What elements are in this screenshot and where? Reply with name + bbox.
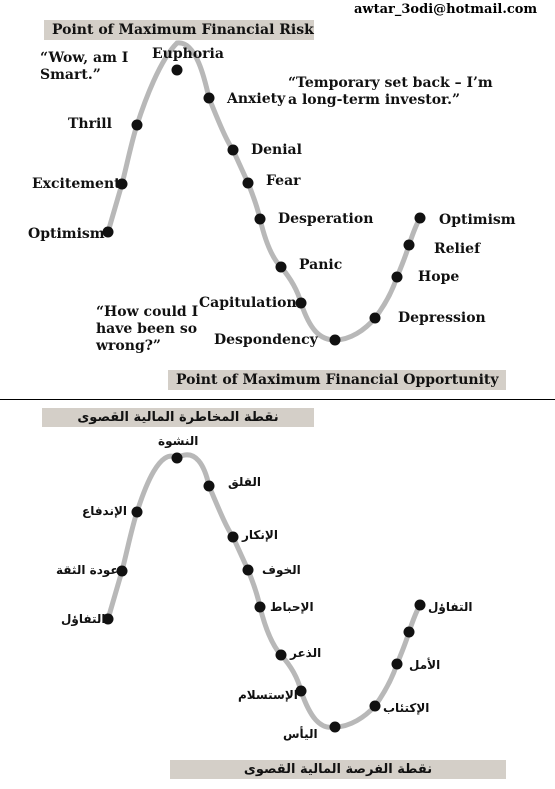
dot-ar-frustration [255, 602, 266, 613]
section-divider [0, 399, 555, 400]
dot-ar-despair [330, 722, 341, 733]
label-depression: Depression [398, 310, 486, 326]
ar-label-optimism-end: التفاؤل [428, 600, 473, 614]
dot-ar-euphoria [172, 453, 183, 464]
label-denial: Denial [251, 142, 302, 158]
dot-ar-anxiety [204, 481, 215, 492]
dot-optimism-end [415, 213, 426, 224]
author-email: awtar_3odi@hotmail.com [354, 2, 538, 17]
dot-ar-panic [276, 650, 287, 661]
label-relief: Relief [434, 241, 481, 257]
label-desperation: Desperation [278, 211, 374, 227]
ar-label-fear: الخوف [262, 563, 301, 577]
dot-thrill [132, 120, 143, 131]
dot-ar-impulse [132, 507, 143, 518]
dot-anxiety [204, 93, 215, 104]
ar-label-depression: الإكتئاب [383, 701, 430, 715]
dot-relief [404, 240, 415, 251]
max-opportunity-banner: Point of Maximum Financial Opportunity [168, 370, 506, 390]
max-risk-banner: Point of Maximum Financial Risk [44, 20, 314, 40]
dot-ar-optimism-end [415, 600, 426, 611]
ar-label-impulse: الإندفاع [82, 504, 128, 518]
label-anxiety: Anxiety [227, 91, 286, 107]
label-optimism-end: Optimism [439, 212, 516, 228]
label-panic: Panic [299, 257, 343, 273]
label-hope: Hope [418, 269, 460, 285]
label-despondency: Despondency [214, 332, 318, 348]
ar-label-surrender: الإستسلام [238, 688, 298, 702]
label-excitement: Excitement [32, 176, 121, 192]
dot-ar-denial [228, 532, 239, 543]
label-euphoria: Euphoria [152, 46, 224, 62]
dot-ar-fear [243, 565, 254, 576]
dot-depression [370, 313, 381, 324]
dot-hope [392, 272, 403, 283]
ar-max-risk-banner: نقطة المخاطرة المالية القصوى [42, 408, 314, 427]
quote-smart: “Wow, am I Smart.” [40, 50, 129, 83]
label-thrill: Thrill [68, 116, 112, 132]
ar-label-denial: الإنكار [242, 528, 278, 542]
ar-label-panic: الذعر [290, 646, 322, 660]
dot-ar-depression [370, 701, 381, 712]
ar-label-confidence: عودة الثقة [56, 563, 119, 577]
dot-euphoria [172, 65, 183, 76]
ar-label-hope: الأمل [409, 658, 441, 672]
ar-label-frustration: الإحباط [270, 600, 314, 614]
label-capitulation: Capitulation [199, 295, 297, 311]
dot-capitulation [296, 298, 307, 309]
ar-label-optimism: التفاؤل [61, 612, 106, 626]
ar-max-opportunity-banner: نقطة الفرصة المالية القصوى [170, 760, 506, 779]
dot-despondency [330, 335, 341, 346]
quote-wrong: “How could I have been so wrong?” [96, 304, 199, 354]
arabic-cycle-curve [108, 455, 420, 728]
ar-label-anxiety: القلق [228, 475, 261, 489]
quote-setback: “Temporary set back – I’m a long-term investor.” [288, 75, 493, 108]
dot-desperation [255, 214, 266, 225]
label-optimism: Optimism [28, 226, 105, 242]
ar-label-euphoria: النشوة [158, 434, 199, 448]
dot-fear [243, 178, 254, 189]
ar-label-despair: اليأس [283, 727, 318, 741]
label-fear: Fear [266, 173, 301, 189]
dot-ar-hope [392, 659, 403, 670]
dot-panic [276, 262, 287, 273]
dot-ar-relief [404, 627, 415, 638]
dot-denial [228, 145, 239, 156]
